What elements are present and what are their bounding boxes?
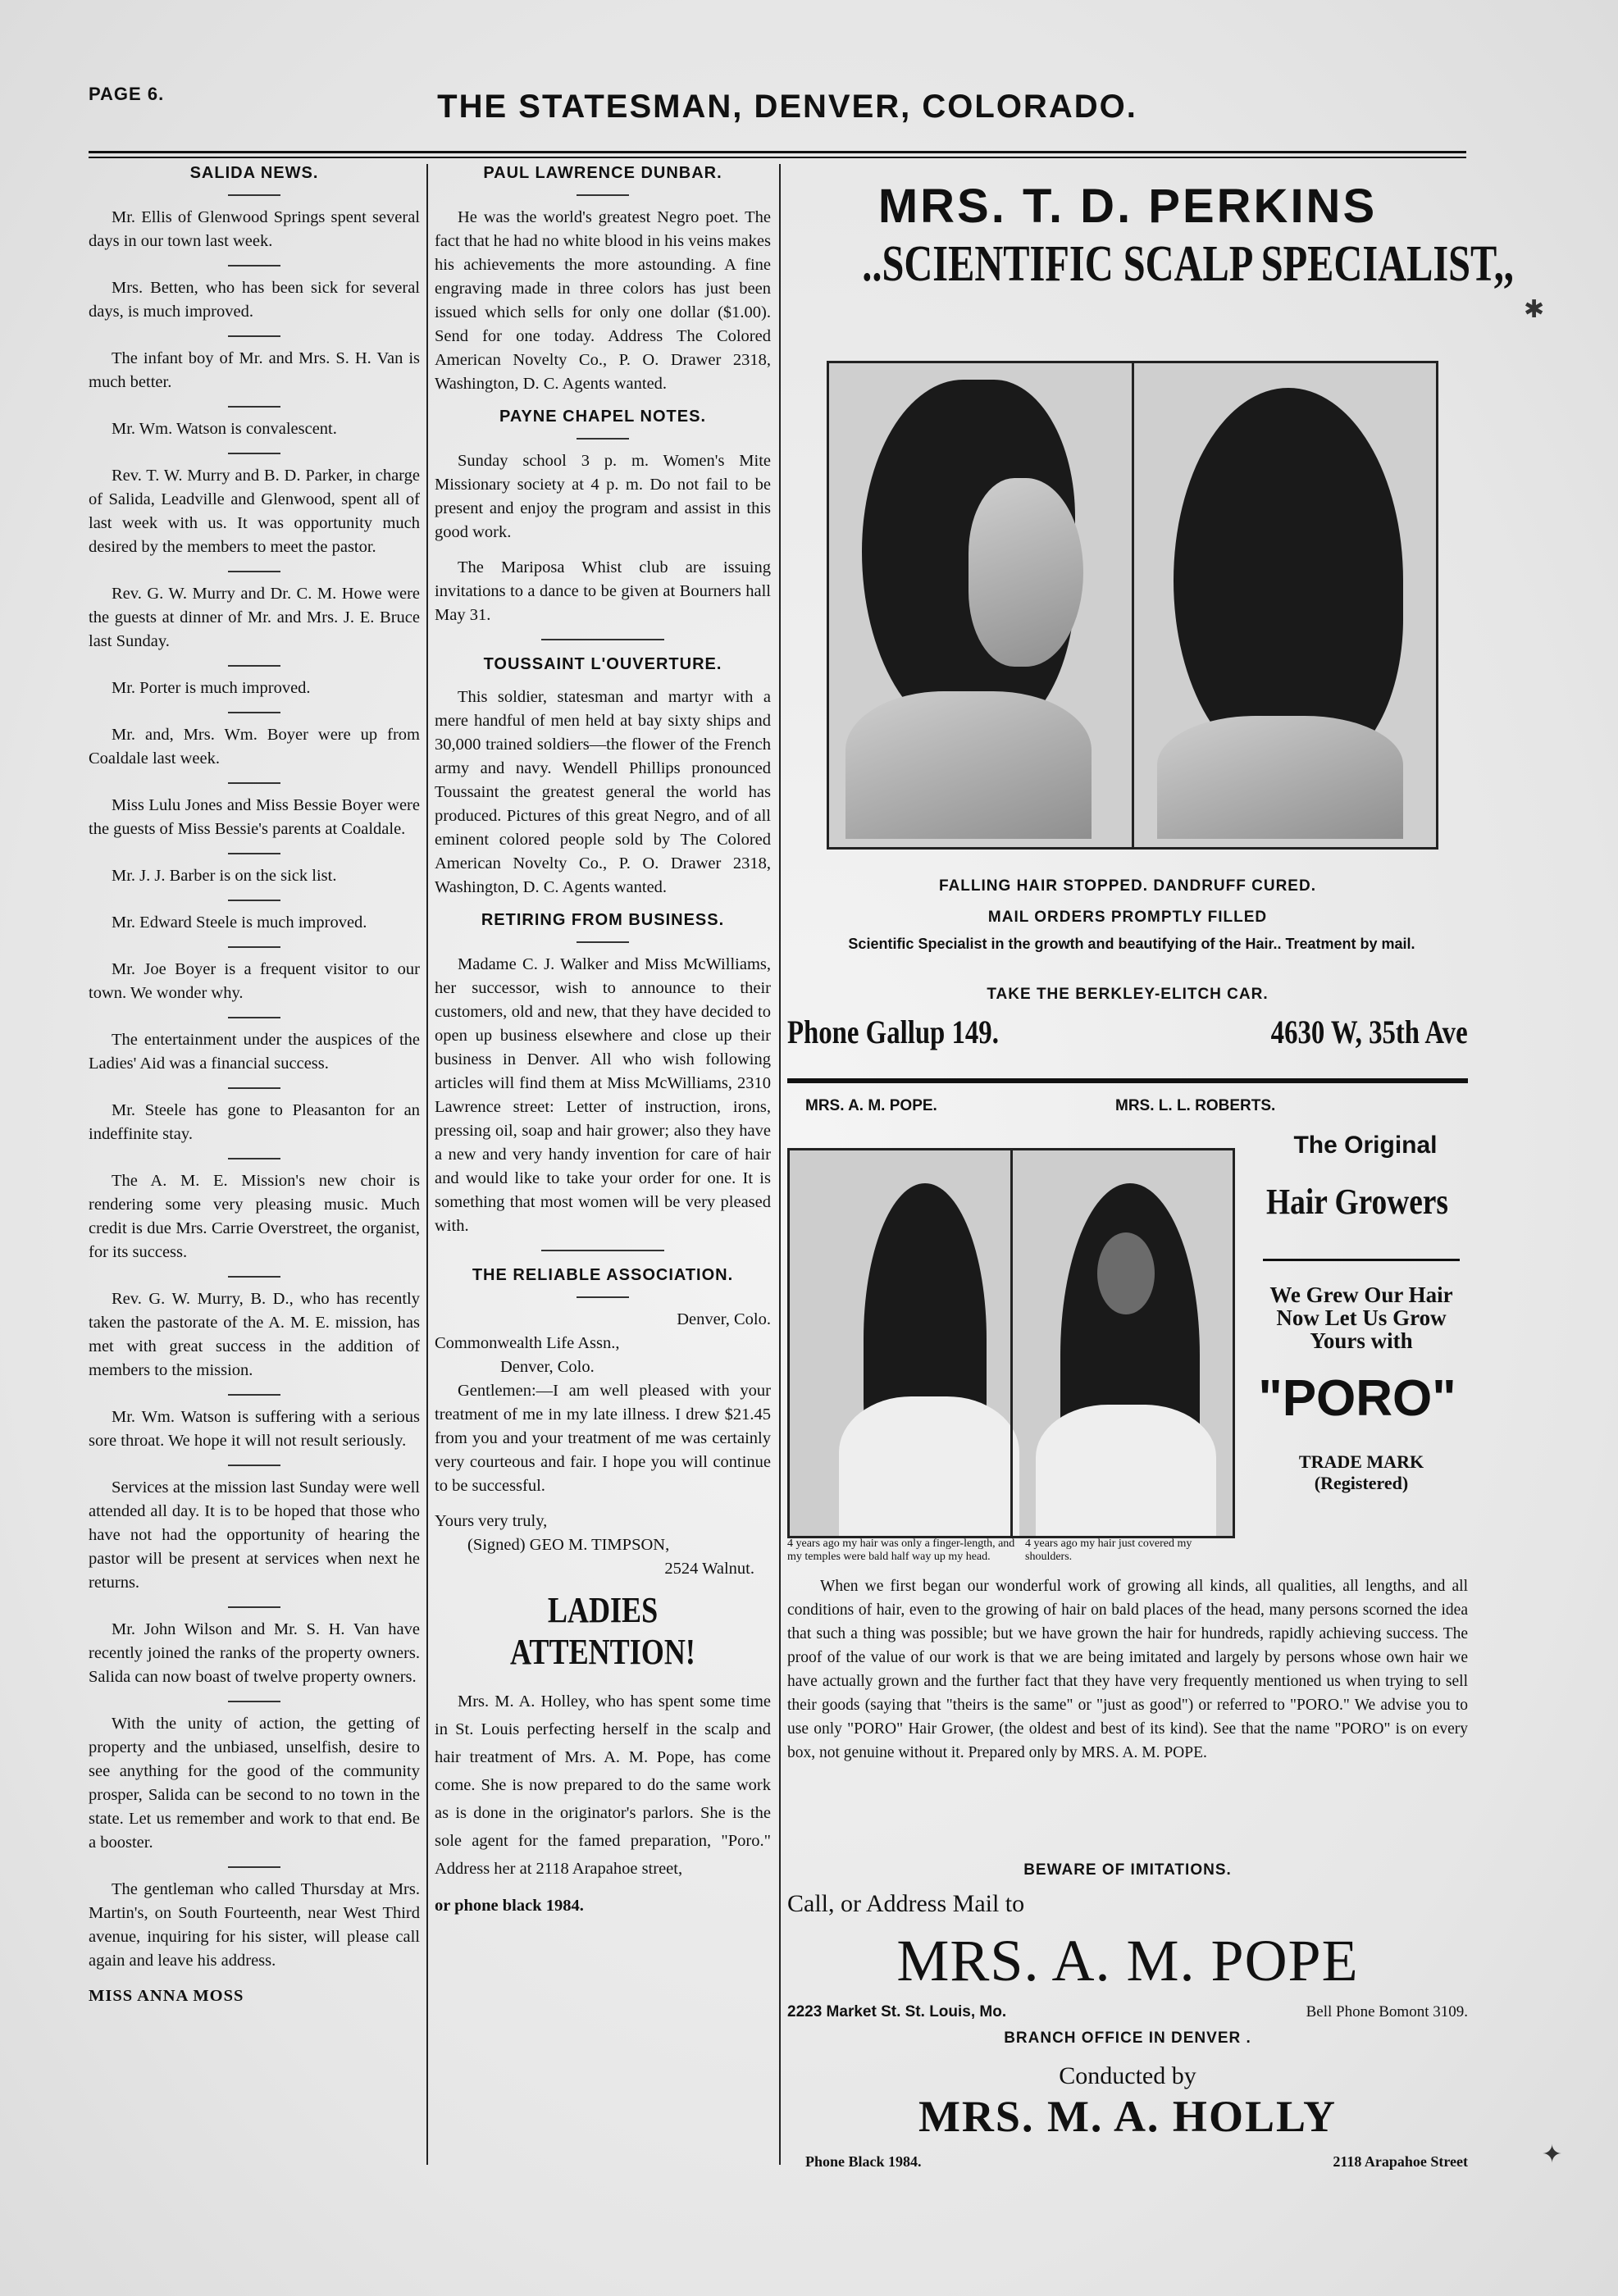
- pope-roberts-photo: [787, 1148, 1235, 1538]
- divider: [228, 1394, 280, 1396]
- column-salida-news: [89, 164, 420, 2020]
- trade-mark: TRADE MARK: [1298, 1451, 1424, 1472]
- salida-news-item: Mr. Porter is much improved.: [112, 679, 311, 697]
- name-roberts: MRS. L. L. ROBERTS.: [1115, 1097, 1276, 1114]
- caption-right: 4 years ago my hair just covered my shoulders.: [1025, 1538, 1192, 1563]
- letter-body: Gentlemen:—I am well pleased with your treatment of me in my late illness. I drew $21.45 from you and your treatment of me was certainly very courteous and fair. I hope you will continue to be successful.: [435, 1382, 771, 1495]
- the-original: The Original: [1293, 1132, 1438, 1159]
- divider: [577, 194, 629, 196]
- divider: [228, 1866, 280, 1868]
- toussaint-heading: TOUSSAINT L'OUVERTURE.: [483, 655, 722, 673]
- conducted-by: Conducted by: [1059, 2062, 1196, 2089]
- face-profile-left: [969, 478, 1083, 667]
- masthead-title: THE STATESMAN, DENVER, COLORADO.: [437, 89, 1137, 125]
- poro-logo-text: "PORO": [1258, 1370, 1456, 1427]
- salida-news-items: [89, 206, 420, 1973]
- divider: [541, 1250, 664, 1251]
- dress-pope: [839, 1396, 1019, 1536]
- divider: [228, 946, 280, 948]
- hair-growers: Hair Growers: [1266, 1182, 1448, 1222]
- pope-phone: Bell Phone Bomont 3109.: [1306, 2003, 1468, 2020]
- divider: [228, 1158, 280, 1159]
- perkins-line-car: TAKE THE BERKLEY-ELITCH CAR.: [987, 986, 1269, 1003]
- divider: [228, 1017, 280, 1018]
- letter-signed: (Signed) GEO M. TIMPSON,: [467, 1536, 670, 1554]
- perkins-tagline: ..SCIENTIFIC SCALP SPECIALIST,,: [862, 236, 1514, 292]
- divider: [228, 335, 280, 337]
- perkins-phone: Phone Gallup 149.: [787, 1014, 999, 1050]
- signature-anna-moss: MISS ANNA MOSS: [89, 1987, 244, 2005]
- shoulders-right: [1157, 716, 1403, 839]
- column-rule-1: [426, 164, 428, 2165]
- ladies-attention-text: Mrs. M. A. Holley, who has spent some time in St. Louis perfecting herself in the scalp and hair treatment of Mrs. A. M. Pope, has come come. She is now prepared to do the same work as is done in the originator's parlors. She is the sole agent for the famed preparation, "Poro." Address her at 2118 Arapahoe street,: [435, 1692, 771, 1878]
- poro-advertisement: [787, 1091, 1468, 2181]
- whist-text: The Mariposa Whist club are issuing invitations to a dance to be given at Bourners hall May 31.: [435, 558, 771, 624]
- column-rule-2: [779, 164, 781, 2165]
- divider: [228, 1606, 280, 1608]
- divider: [228, 782, 280, 784]
- divider: [541, 639, 664, 640]
- salida-news-item: Mrs. Betten, who has been sick for several days, is much improved.: [89, 279, 420, 321]
- beware-imitations: BEWARE OF IMITATIONS.: [1023, 1861, 1232, 1879]
- registered: (Registered): [1314, 1473, 1409, 1493]
- pope-address: 2223 Market St. St. Louis, Mo.: [787, 2003, 1007, 2020]
- salida-news-item: Mr. and, Mrs. Wm. Boyer were up from Coaldale last week.: [89, 726, 420, 768]
- salida-news-item: With the unity of action, the getting of property and the unbiased, unselfish, desire to see anything for the good of the community prosper, Salida can be second to no town in the state. Let us remember and work to that end. Be a booster.: [89, 1715, 420, 1852]
- holly-name: MRS. M. A. HOLLY: [918, 2092, 1338, 2141]
- divider: [228, 665, 280, 667]
- pope-big-name: MRS. A. M. POPE: [896, 1928, 1359, 1993]
- salida-news-item: Mr. Joe Boyer is a frequent visitor to our town. We wonder why.: [89, 960, 420, 1002]
- perkins-name: MRS. T. D. PERKINS: [877, 180, 1378, 233]
- divider: [577, 941, 629, 943]
- salida-news-item: The gentleman who called Thursday at Mrs. Martin's, on South Fourteenth, near West Third avenue, inquiring for his sister, will please call again and leave his address.: [89, 1880, 420, 1970]
- salida-news-item: Mr. Steele has gone to Pleasanton for an indeffinite stay.: [89, 1101, 420, 1143]
- toussaint-text: This soldier, statesman and martyr with a mere handful of men held at bay sixty ships and 30,000 trained soldiers—the flower of the French army and navy. Wendell Phillips pronounced Toussaint the greatest general the world has produced. Pictures of this great Negro, and of all eminent colored people sold by The Colored American Novelty Co., P. O. Drawer 2318, Washington, D. C. Agents wanted.: [435, 688, 771, 896]
- salida-news-item: Rev. T. W. Murry and B. D. Parker, in charge of Salida, Leadville and Glenwood, spent all of last week with us. It was opportunity much desired by the members to meet the pastor.: [89, 467, 420, 556]
- divider: [228, 1465, 280, 1466]
- salida-news-item: Rev. G. W. Murry and Dr. C. M. Howe were the guests at dinner of Mr. and Mrs. J. E. Bruce last Sunday.: [89, 585, 420, 650]
- perkins-line-specialist: Scientific Specialist in the growth and beautifying of the Hair.. Treatment by mail.: [848, 936, 1415, 952]
- header-rule: [89, 151, 1466, 158]
- salida-news-item: Mr. John Wilson and Mr. S. H. Van have recently joined the ranks of the property owners. Salida can now boast of twelve property owners.: [89, 1620, 420, 1686]
- call-or-address: Call, or Address Mail to: [787, 1890, 1025, 1917]
- divider: [228, 712, 280, 713]
- scan-mark-icon: ✦: [1542, 2140, 1563, 2169]
- divider: [228, 453, 280, 454]
- shoulders-left: [845, 691, 1092, 839]
- salida-news-item: The A. M. E. Mission's new choir is rendering some very pleasing music. Much credit is due Mrs. Carrie Overstreet, the organist, for its success.: [89, 1172, 420, 1261]
- divider: [228, 1087, 280, 1089]
- reliable-heading: THE RELIABLE ASSOCIATION.: [472, 1266, 734, 1284]
- perkins-line-mail-orders: MAIL ORDERS PROMPTLY FILLED: [987, 909, 1268, 926]
- we-grew-line-2: Now Let Us Grow: [1276, 1305, 1447, 1330]
- dunbar-text: He was the world's greatest Negro poet. The fact that he had no white blood in his veins makes his achievements the more astounding. A fine engraving made in three colors has just been issued which sells for only one dollar ($1.00). Send for one today. Address The Colored American Novelty Co., P. O. Drawer 2318, Washington, D. C. Agents wanted.: [435, 208, 771, 393]
- letter-recipient-city: Denver, Colo.: [500, 1358, 595, 1376]
- photo-divider: [1010, 1150, 1013, 1536]
- perkins-address: 4630 W, 35th Ave: [1271, 1014, 1468, 1050]
- payne-text: Sunday school 3 p. m. Women's Mite Missionary society at 4 p. m. Do not fail to be present and enjoy the program and assist in this good work.: [435, 452, 771, 541]
- payne-heading: PAYNE CHAPEL NOTES.: [499, 408, 707, 426]
- salida-news-item: Mr. Wm. Watson is suffering with a serious sore throat. We hope it will not result seriously.: [89, 1408, 420, 1450]
- divider: [228, 853, 280, 854]
- letter-close: Yours very truly,: [435, 1512, 548, 1530]
- poro-body-text: When we first began our wonderful work of growing all kinds, all qualities, all lengths, and all conditions of hair, even to the growing of hair on bald places of the head, many persons scorned the idea that such a thing was possible; but we have grown the hair for hundreds, rapidly achieving success. The proof of the value of our work is that we are being imitated and largely by persons whose own hair we have actually grown and the further fact that they have very frequently mentioned us when trying to sell their goods (saying that "theirs is the same" or "just as good") or referred to "PORO." We advise you to use only "PORO" Hair Grower, (the oldest and best of its kind). See that the name "PORO" is on every box, not genuine without it. Prepared only by MRS. A. M. POPE.: [787, 1578, 1468, 1761]
- page-number: PAGE 6.: [89, 84, 165, 104]
- name-pope: MRS. A. M. POPE.: [805, 1097, 937, 1114]
- divider: [228, 1701, 280, 1702]
- salida-news-item: Miss Lulu Jones and Miss Bessie Boyer were the guests of Miss Bessie's parents at Coaldale.: [89, 796, 420, 838]
- divider: [1263, 1259, 1460, 1261]
- salida-news-item: The entertainment under the auspices of the Ladies' Aid was a financial success.: [89, 1031, 420, 1073]
- column-middle: [435, 164, 771, 1918]
- letter-recipient: Commonwealth Life Assn.,: [435, 1334, 620, 1352]
- phone-tail: or phone black 1984.: [435, 1897, 584, 1915]
- retiring-text: Madame C. J. Walker and Miss McWilliams, her successor, wish to announce to their customers, old and new, that they have decided to open up business elsewhere and close up their business in Denver. All who wish following articles will find them at Miss McWilliams, 2310 Lawrence street: Letter of instruction, irons, pressing oil, soap and hair grower; also they have a new and very handy invention for care of hair and would like to take your order for one. It is something that most women will be very pleased with.: [435, 955, 771, 1235]
- salida-news-item: Mr. Ellis of Glenwood Springs spent several days in our town last week.: [89, 208, 420, 250]
- face-roberts: [1097, 1232, 1155, 1314]
- perkins-advertisement: [787, 164, 1514, 1082]
- divider: [228, 406, 280, 408]
- perkins-line-falling-hair: FALLING HAIR STOPPED. DANDRUFF CURED.: [939, 877, 1316, 895]
- salida-news-item: Mr. J. J. Barber is on the sick list.: [112, 867, 337, 885]
- dunbar-heading: PAUL LAWRENCE DUNBAR.: [483, 164, 722, 182]
- divider: [228, 900, 280, 901]
- salida-news-item: The infant boy of Mr. and Mrs. S. H. Van is much better.: [89, 349, 420, 391]
- holly-phone: Phone Black 1984.: [805, 2153, 922, 2170]
- divider: [228, 1276, 280, 1278]
- salida-news-item: Rev. G. W. Murry, B. D., who has recently taken the pastorate of the A. M. E. mission, has met with great success in the addition of members to the mission.: [89, 1290, 420, 1379]
- scan-mark-icon: ✱: [1524, 295, 1545, 324]
- we-grew-line-3: Yours with: [1310, 1328, 1413, 1353]
- we-grew-line-1: We Grew Our Hair: [1269, 1282, 1453, 1307]
- divider: [228, 265, 280, 266]
- divider: [577, 438, 629, 440]
- perkins-photo: [827, 361, 1438, 850]
- salida-news-item: Mr. Wm. Watson is convalescent.: [112, 420, 337, 438]
- retiring-heading: RETIRING FROM BUSINESS.: [481, 911, 725, 929]
- dress-roberts: [1036, 1405, 1216, 1536]
- divider: [577, 1296, 629, 1298]
- letter-address: 2524 Walnut.: [664, 1560, 754, 1578]
- ladies-attention-heading: LADIES ATTENTION!: [510, 1590, 695, 1672]
- photo-divider: [1132, 363, 1134, 847]
- holly-address: 2118 Arapahoe Street: [1333, 2153, 1468, 2170]
- salida-news-heading: SALIDA NEWS.: [189, 164, 319, 182]
- divider: [228, 571, 280, 572]
- letter-place: Denver, Colo.: [677, 1310, 771, 1328]
- salida-news-item: Mr. Edward Steele is much improved.: [112, 913, 367, 932]
- branch-office: BRANCH OFFICE IN DENVER .: [1004, 2029, 1251, 2047]
- salida-news-item: Services at the mission last Sunday were well attended all day. It is to be hoped that those who have not had the opportunity of hearing the pastor will be present at services when next he returns.: [89, 1478, 420, 1592]
- divider: [228, 194, 280, 196]
- ad-separator-rule: [787, 1078, 1468, 1083]
- caption-left: 4 years ago my hair was only a finger-length, and my temples were bald half way up my head.: [787, 1538, 1015, 1563]
